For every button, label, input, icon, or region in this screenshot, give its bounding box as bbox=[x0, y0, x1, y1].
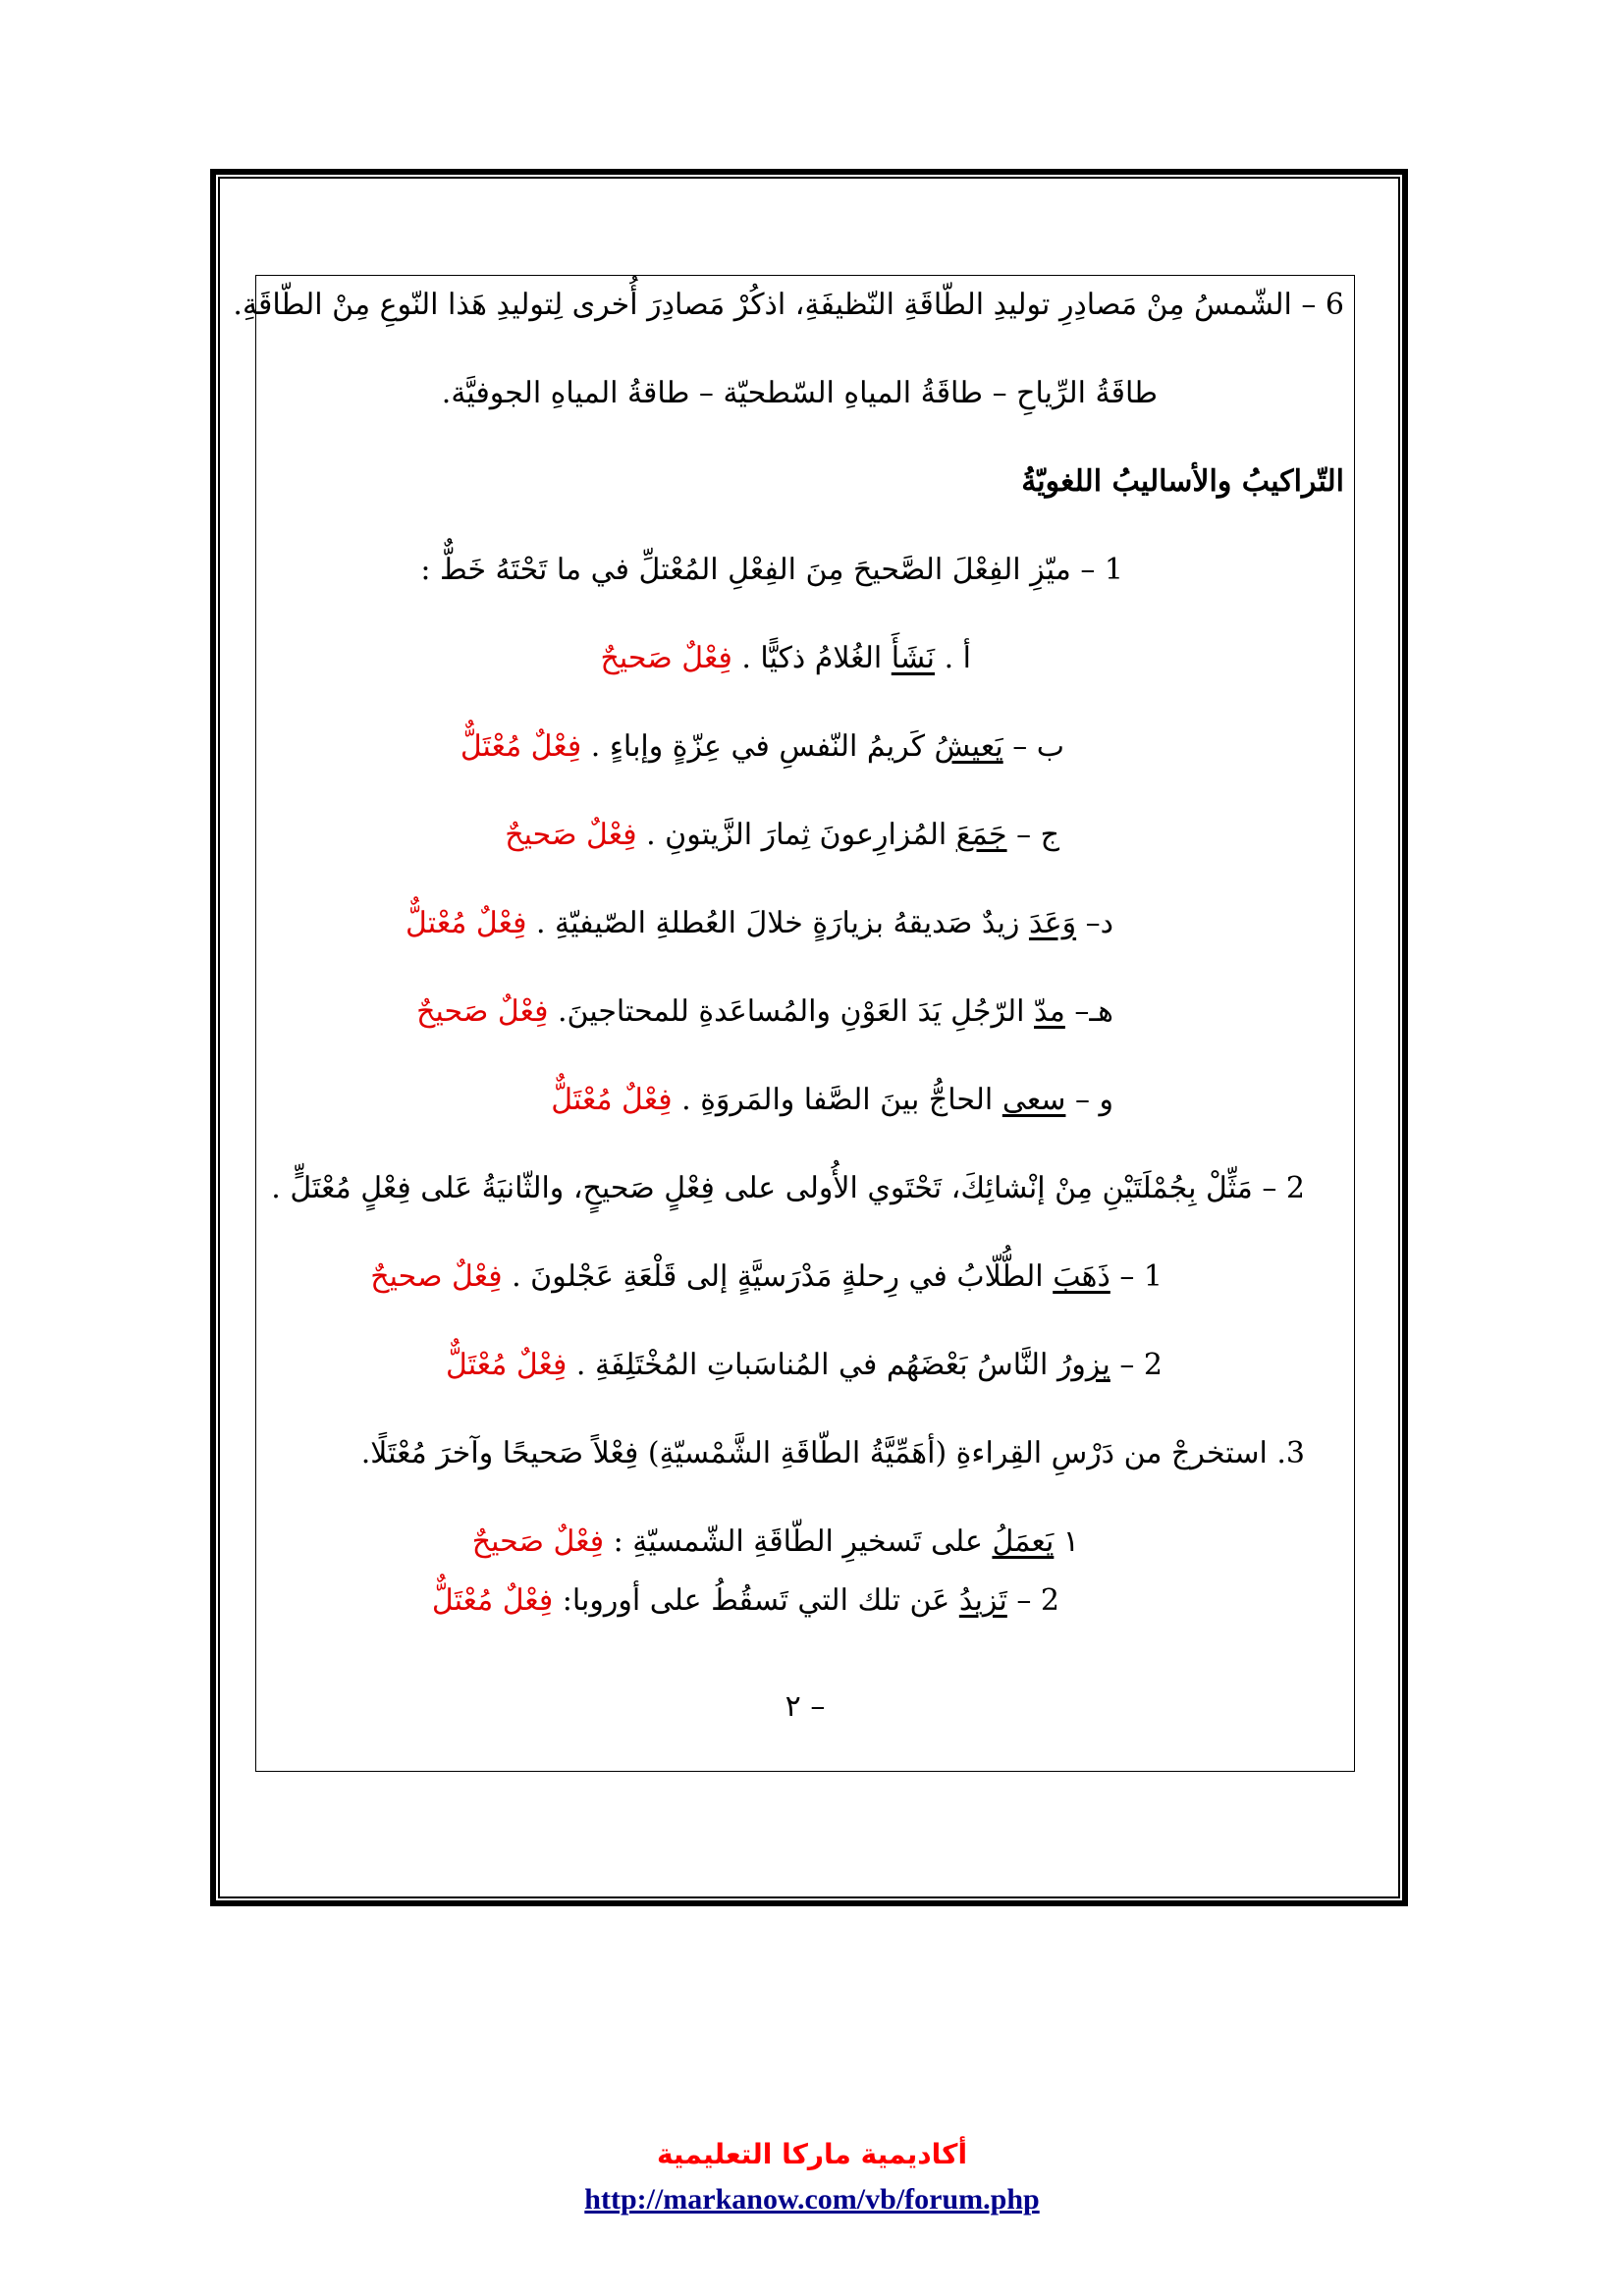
item-answer: فِعْلٌ مُعْتَلٌّ bbox=[551, 1083, 673, 1117]
item-answer: فِعْلٌ صَحيحٌ bbox=[471, 1524, 605, 1559]
q1-item-f bbox=[551, 1081, 1113, 1120]
item-prefix: أ . bbox=[935, 641, 971, 675]
item-prefix: ١ bbox=[1054, 1524, 1079, 1559]
q1-item-c bbox=[505, 816, 1059, 855]
item-answer: فِعْلٌ مُعْتَلٌّ bbox=[460, 729, 582, 764]
item-answer: فِعْلٌ صَحيحٌ bbox=[600, 641, 732, 675]
q2-item-1 bbox=[370, 1257, 1163, 1297]
item-sentence: كَريمُ النّفسِ في عِزّةٍ وإباءٍ . bbox=[581, 729, 935, 764]
underlined-verb: سعى bbox=[1001, 1083, 1066, 1117]
item-answer: فِعْلٌ صَحيحٌ bbox=[416, 994, 549, 1029]
q3-question: 3. استخرجْ من دَرْسِ القِراءةِ (أهَمِّيَّةُ الطّاقَةِ الشَّمْسيّةِ) فِعْلاً صَحيحًا وآخرَ مُعْتَلًا. bbox=[360, 1436, 1305, 1470]
item-prefix: ب – bbox=[1002, 729, 1064, 764]
item-sentence: الغُلامُ ذكيًّا . bbox=[731, 641, 892, 675]
underlined-verb: جَمَعَ bbox=[955, 818, 1007, 852]
page-number: – ٢ bbox=[785, 1689, 826, 1724]
item-sentence: النَّاسُ بَعْضَهُم في المُناسَباتِ المُخْتَلِفَةِ . bbox=[567, 1348, 1057, 1382]
underlined-verb: مدّ bbox=[1034, 994, 1065, 1029]
underlined-verb: يَعيشُ bbox=[934, 729, 1003, 764]
q2-question: 2 – مَثِّلْ بِجُمْلَتَيْنِ مِنْ إنْشائِكَ، تَحْتَوي الأُولى على فِعْلٍ صَحيحٍ، والثّانيَةُ عَلى فِعْلٍ مُعْتَلٍّ . bbox=[271, 1171, 1305, 1205]
q6-question: 6 – الشّمسُ مِنْ مَصادِرِ توليدِ الطّاقَةِ النّظيفَةِ، اذكُرْ مَصادِرَ أُخرى لِتوليدِ هَذا النّوعِ مِنْ الطّاقَةِ. bbox=[233, 288, 1344, 322]
item-prefix: 2 – bbox=[1006, 1583, 1059, 1618]
item-sentence: الحاجُّ بينَ الصَّفا والمَروَةِ . bbox=[672, 1083, 1002, 1117]
item-sentence: عَن تلك التي تَسقُطُ على أوروبا: bbox=[553, 1583, 959, 1618]
item-prefix: د– bbox=[1076, 906, 1113, 940]
underlined-verb: تَزيدُ bbox=[958, 1583, 1007, 1618]
worksheet-content bbox=[233, 275, 1355, 1772]
q6-answer: طاقَةُ الرِّياحِ – طاقَةُ المياهِ السّطحيّة – طاقةُ المياهِ الجوفيَّة. bbox=[441, 376, 1158, 410]
item-prefix: ج – bbox=[1006, 818, 1059, 852]
item-prefix: 2 – bbox=[1110, 1348, 1163, 1382]
q2-item-2 bbox=[446, 1346, 1163, 1385]
underlined-verb: ذَهَبَ bbox=[1053, 1259, 1110, 1294]
q1-item-e bbox=[416, 992, 1113, 1032]
q3-item-1 bbox=[472, 1522, 1079, 1562]
item-sentence: الطُّلّابُ في رِحلةٍ مَدْرَسيَّةٍ إلى قَلْعَةِ عَجْلونَ . bbox=[502, 1259, 1054, 1294]
q1-question: 1 – ميّزِ الفِعْلَ الصَّحيحَ مِنَ الفِعْلِ المُعْتلِّ في ما تَحْتَهُ خَطٌّ : bbox=[420, 553, 1123, 587]
underlined-verb: يزورُ bbox=[1056, 1348, 1110, 1382]
section-title: التّراكيبُ والأساليبُ اللغويّةُ bbox=[1021, 464, 1344, 499]
item-sentence: زيدٌ صَديقهُ بزيارَةٍ خلالَ العُطلةِ الصّيفيّةِ . bbox=[526, 906, 1029, 940]
item-sentence: على تَسخيرِ الطّاقَةِ الشّمسيّةِ : bbox=[604, 1524, 993, 1559]
q1-item-d bbox=[406, 904, 1113, 943]
item-prefix: و – bbox=[1065, 1083, 1113, 1117]
underlined-verb: نَشَأَ bbox=[891, 641, 936, 675]
item-sentence: المُزارِعونَ ثِمارَ الزَّيتونِ . bbox=[636, 818, 956, 852]
item-prefix: هـ– bbox=[1064, 994, 1113, 1029]
q3-item-2 bbox=[432, 1581, 1059, 1621]
footer-forum-link[interactable]: http://markanow.com/vb/forum.php bbox=[584, 2183, 1040, 2216]
item-prefix: 1 – bbox=[1110, 1259, 1163, 1294]
item-answer: فِعْلٌ مُعْتَلٌّ bbox=[431, 1583, 554, 1618]
item-answer: فِعْلٌ مُعْتلٌّ bbox=[406, 906, 527, 940]
q1-item-a bbox=[601, 639, 972, 678]
item-answer: فِعْلٌ مُعْتَلٌّ bbox=[445, 1348, 568, 1382]
q1-item-b bbox=[460, 727, 1064, 767]
item-answer: فِعْلٌ صحيحٌ bbox=[370, 1259, 503, 1294]
footer-academy-name: أكاديمية ماركا التعليمية bbox=[656, 2138, 968, 2170]
underlined-verb: يَعمَلُ bbox=[992, 1524, 1055, 1559]
underlined-verb: وَعَدَ bbox=[1028, 906, 1077, 940]
item-answer: فِعْلٌ صَحيحٌ bbox=[505, 818, 637, 852]
item-sentence: الرّجُلِ يَدَ العَوْنِ والمُساعَدةِ للمحتاجينَ. bbox=[548, 994, 1035, 1029]
